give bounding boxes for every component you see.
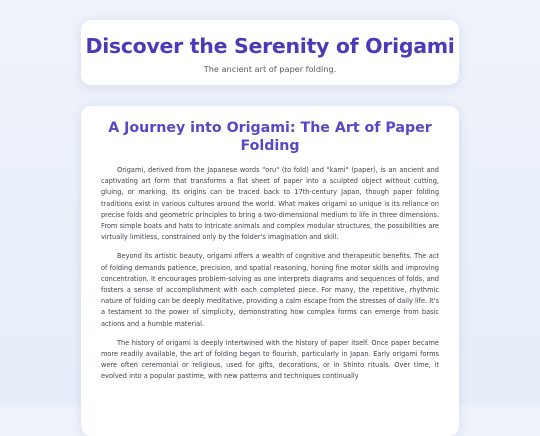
article-paragraph: Beyond its artistic beauty, origami offers a wealth of cognitive and therapeutic benefits. The act of folding demands patience, precision, and spatial reasoning, honing fine motor skills and improving concentration. It encourages problem-solving as one interprets diagrams and sequences of folds, and fosters a sense of accomplishment with each completed piece. For many, the repetitive, rhythmic nature of folding can be deeply meditative, providing a calm escape from the stresses of daily life. It's a testament to the power of simplicity, demonstrating how complex forms can emerge from basic actions and a humble material.	[101, 252, 439, 328]
site-title: Discover the Serenity of Origami	[85, 34, 455, 58]
article-paragraph: The history of origami is deeply intertwined with the history of paper itself. Once paper became more readily available, the art of folding began to flourish, particularly in Japan. Early origami forms were often ceremonial or religious, used for gifts, decorations, or in Shinto rituals. Over time, it evolved into a popular pastime, with new patterns and techniques continually	[101, 338, 439, 381]
article-card	[81, 106, 459, 436]
tagline: The ancient art of paper folding.	[203, 64, 337, 74]
article-title: A Journey into Origami: The Art of Paper Folding	[108, 120, 432, 154]
article-body	[81, 155, 459, 383]
header-card	[81, 20, 459, 85]
article-paragraph: Origami, derived from the Japanese words "oru" (to fold) and "kami" (paper), is an ancient and captivating art form that transforms a flat sheet of paper into a sculpted object without cutting, gluing, or marking. Its origins can be traced back to 17th-century Japan, though paper folding traditions exist in various cultures around the world. What makes origami so unique is its reliance on precise folds and geometric principles to bring a two-dimensional medium to life in three dimensions. From simple boats and hats to intricate animals and complex modular structures, the possibilities are virtually limitless, constrained only by the folder's imagination and skill.	[101, 166, 439, 242]
